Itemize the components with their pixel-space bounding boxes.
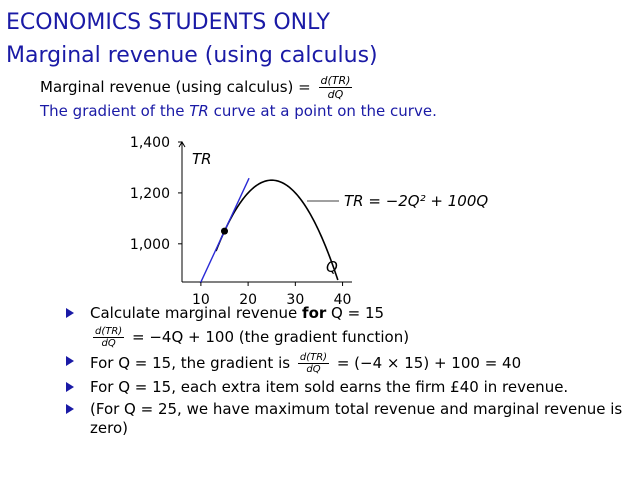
list-item — [66, 378, 636, 397]
fraction-denominator: dQ — [306, 364, 321, 375]
bullet-text: For Q = 15, each extra item sold earns the firm £40 in revenue. — [90, 378, 569, 396]
bullet-triangle-icon — [66, 308, 74, 318]
gradient-function-line — [66, 326, 636, 349]
y-axis-label: TR — [192, 150, 212, 168]
equals-sign: = — [298, 78, 311, 96]
bullet-text: For Q = 15, the gradient is — [90, 354, 291, 372]
fraction-denominator: dQ — [101, 338, 116, 349]
x-tick-label: 30 — [286, 292, 305, 308]
bullet-triangle-icon — [66, 356, 74, 366]
gradient-text-pre: The gradient of the — [40, 102, 190, 120]
page-title: ECONOMICS STUDENTS ONLY — [6, 10, 330, 35]
bullet-text: Q = 15 — [326, 304, 385, 322]
fraction-denominator: dQ — [327, 88, 344, 101]
bullet-text: (For Q = 25, we have maximum total revenue and marginal revenue is zero) — [90, 400, 623, 437]
bullet-bold: for — [302, 304, 327, 322]
y-tick-label: 1,400 — [129, 135, 170, 151]
y-tick-label: 1,200 — [129, 185, 170, 202]
list-item — [66, 400, 636, 438]
bullet-text: Calculate marginal revenue — [90, 304, 303, 322]
list-item — [66, 304, 636, 323]
x-tick-label: 20 — [239, 292, 258, 308]
fraction-numerator: d(TR) — [320, 74, 351, 87]
x-tick-label: 10 — [191, 292, 210, 308]
list-item — [66, 352, 636, 375]
bullet-triangle-icon — [66, 404, 74, 414]
derivative-fraction — [93, 326, 124, 349]
gradient-text-post: curve at a point on the curve. — [208, 102, 437, 120]
fraction-numerator: d(TR) — [95, 326, 123, 337]
curve-label: TR = −2Q² + 100Q — [344, 192, 489, 210]
bullet-text: = (−4 × 15) + 100 = 40 — [336, 354, 522, 372]
x-tick-label: 40 — [333, 292, 352, 308]
derivative-fraction — [298, 352, 329, 375]
gradient-text-em: TR — [189, 102, 209, 120]
page-subtitle: Marginal revenue (using calculus) — [6, 43, 378, 68]
bullet-triangle-icon — [66, 382, 74, 392]
gradient-function-text: = −4Q + 100 (the gradient function) — [132, 328, 410, 346]
tr-curve — [216, 180, 338, 280]
tangent-point — [221, 228, 228, 235]
definition-label: Marginal revenue (using calculus) — [40, 78, 294, 96]
x-axis-label: Q — [326, 258, 338, 276]
bullet-list — [66, 304, 636, 441]
y-tick-label: 1,000 — [129, 236, 170, 253]
fraction-numerator: d(TR) — [299, 352, 328, 363]
